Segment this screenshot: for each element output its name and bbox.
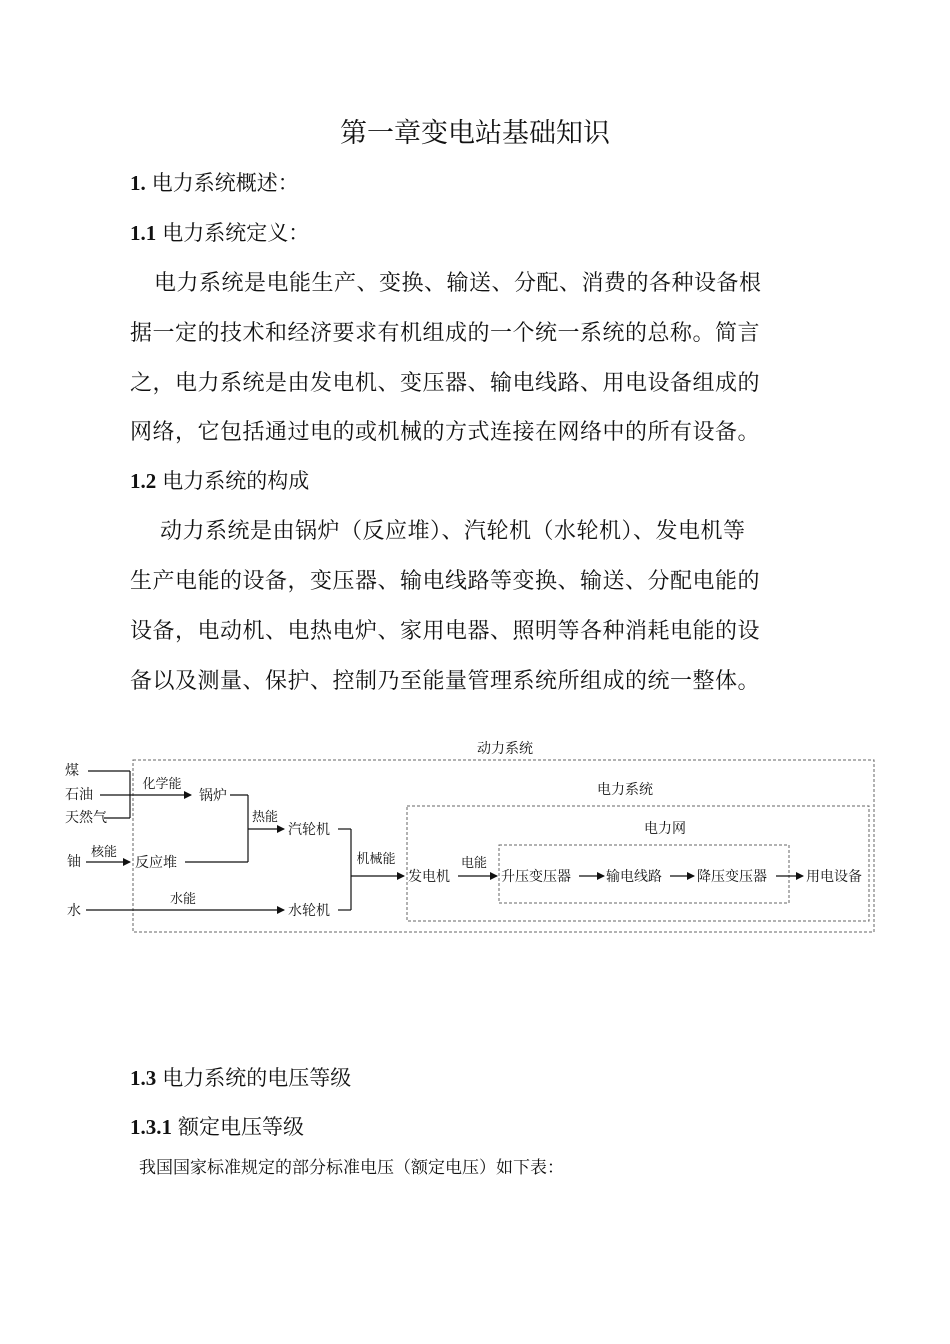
heading-number: 1. xyxy=(130,171,146,195)
edge-electric-energy: 电能 xyxy=(460,856,488,871)
source-gas: 天然气 xyxy=(65,810,107,826)
heading-number: 1.3 xyxy=(130,1066,157,1090)
heading-text: 电力系统的构成 xyxy=(162,469,310,493)
node-reactor: 反应堆 xyxy=(135,855,177,871)
heat-connector xyxy=(185,795,284,862)
node-step-up-transformer: 升压变压器 xyxy=(501,869,571,885)
heading-text: 电力系统概述： xyxy=(151,171,299,195)
edge-chemical-energy: 化学能 xyxy=(142,777,182,792)
source-coal: 煤 xyxy=(65,763,79,779)
node-step-down-transformer: 降压变压器 xyxy=(697,869,767,885)
paragraph-line: 我国国家标准规定的部分标准电压（额定电压）如下表： xyxy=(139,1158,564,1178)
heading-1 xyxy=(130,167,299,197)
heading-text: 电力系统的电压等级 xyxy=(162,1066,352,1090)
page-title: 第一章变电站基础知识 xyxy=(340,118,610,149)
heading-1-2 xyxy=(130,465,309,495)
heading-number: 1.3.1 xyxy=(130,1115,172,1139)
heading-1-1 xyxy=(130,217,309,247)
edge-heat-energy: 热能 xyxy=(251,810,279,825)
paragraph-line: 网络，它包括通过电的或机械的方式连接在网络中的所有设备。 xyxy=(130,420,761,445)
electric-system-label: 电力系统 xyxy=(597,782,653,798)
grid-label: 电力网 xyxy=(644,821,686,837)
source-oil: 石油 xyxy=(65,787,93,803)
power-plant-system-label: 动力系统 xyxy=(477,741,533,757)
power-plant-system-box xyxy=(133,760,874,932)
paragraph-line: 备以及测量、保护、控制乃至能量管理系统所组成的统一整体。 xyxy=(130,669,761,694)
paragraph-line: 之，电力系统是由发电机、变压器、输电线路、用电设备组成的 xyxy=(130,371,761,396)
heading-number: 1.1 xyxy=(130,221,157,245)
source-uranium: 铀 xyxy=(67,854,81,870)
node-boiler: 锅炉 xyxy=(199,788,227,804)
heading-text: 额定电压等级 xyxy=(178,1115,304,1139)
node-water-turbine: 水轮机 xyxy=(288,903,330,919)
mechanical-connector xyxy=(338,829,404,910)
heading-number: 1.2 xyxy=(130,469,157,493)
heading-1-3-1 xyxy=(130,1111,304,1141)
paragraph-line: 生产电能的设备，变压器、输电线路等变换、输送、分配电能的 xyxy=(130,569,761,594)
paragraph-line: 据一定的技术和经济要求有机组成的一个统一系统的总称。简言 xyxy=(130,321,761,346)
node-steam-turbine: 汽轮机 xyxy=(288,822,330,838)
node-generator: 发电机 xyxy=(408,869,450,885)
edge-mechanical-energy: 机械能 xyxy=(356,852,396,867)
node-transmission-line: 输电线路 xyxy=(606,869,662,885)
heading-1-3 xyxy=(130,1062,351,1092)
paragraph-line: 设备，电动机、电热电炉、家用电器、照明等各种消耗电能的设 xyxy=(130,619,761,644)
paragraph-line: 电力系统是电能生产、变换、输送、分配、消费的各种设备根 xyxy=(154,271,762,296)
heading-text: 电力系统定义： xyxy=(162,221,310,245)
edge-nuclear-energy: 核能 xyxy=(90,845,118,860)
edge-hydro-energy: 水能 xyxy=(169,892,197,907)
paragraph-line: 动力系统是由锅炉（反应堆）、汽轮机（水轮机）、发电机等 xyxy=(160,519,746,544)
power-system-diagram xyxy=(60,730,890,945)
source-water: 水 xyxy=(67,903,81,919)
node-load: 用电设备 xyxy=(806,869,862,885)
